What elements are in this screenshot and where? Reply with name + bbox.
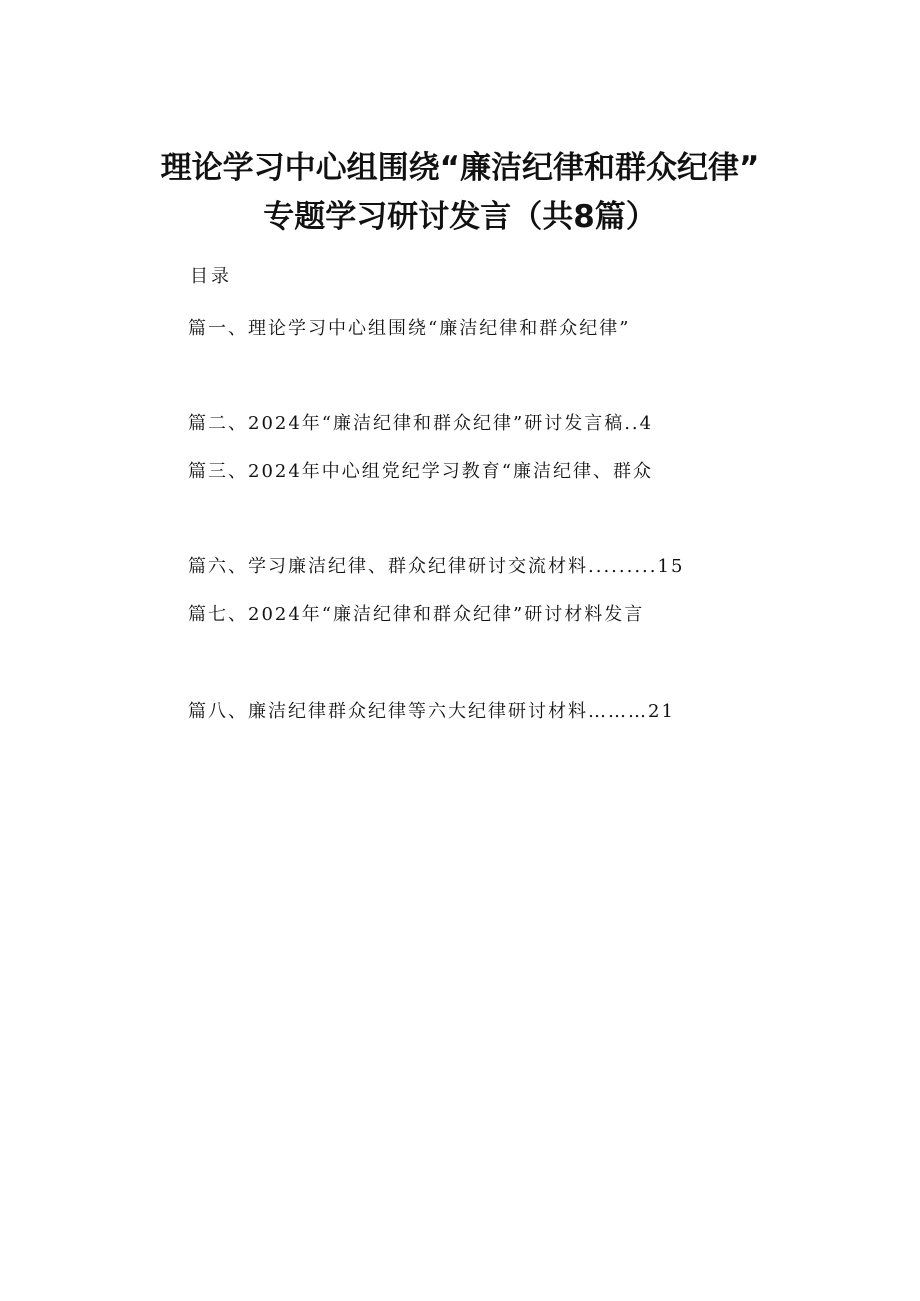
toc-item[interactable]: 篇六、学习廉洁纪律、群众纪律研讨交流材料.........15 bbox=[188, 556, 685, 577]
document-title-line-1: 理论学习中心组围绕“廉洁纪律和群众纪律” bbox=[160, 150, 760, 186]
document-title-line-2: 专题学习研讨发言（共8篇） bbox=[263, 199, 657, 235]
toc-item[interactable]: 篇三、2024年中心组党纪学习教育“廉洁纪律、群众 bbox=[188, 461, 654, 482]
toc-item[interactable]: 篇七、2024年“廉洁纪律和群众纪律”研讨材料发言 bbox=[188, 604, 645, 625]
toc-heading: 目录 bbox=[190, 266, 232, 287]
toc-item[interactable]: 篇一、理论学习中心组围绕“廉洁纪律和群众纪律” bbox=[188, 318, 631, 339]
toc-item[interactable]: 篇二、2024年“廉洁纪律和群众纪律”研讨发言稿..4 bbox=[188, 413, 654, 434]
toc-item[interactable]: 篇八、廉洁纪律群众纪律等六大纪律研讨材料………21 bbox=[188, 701, 675, 722]
